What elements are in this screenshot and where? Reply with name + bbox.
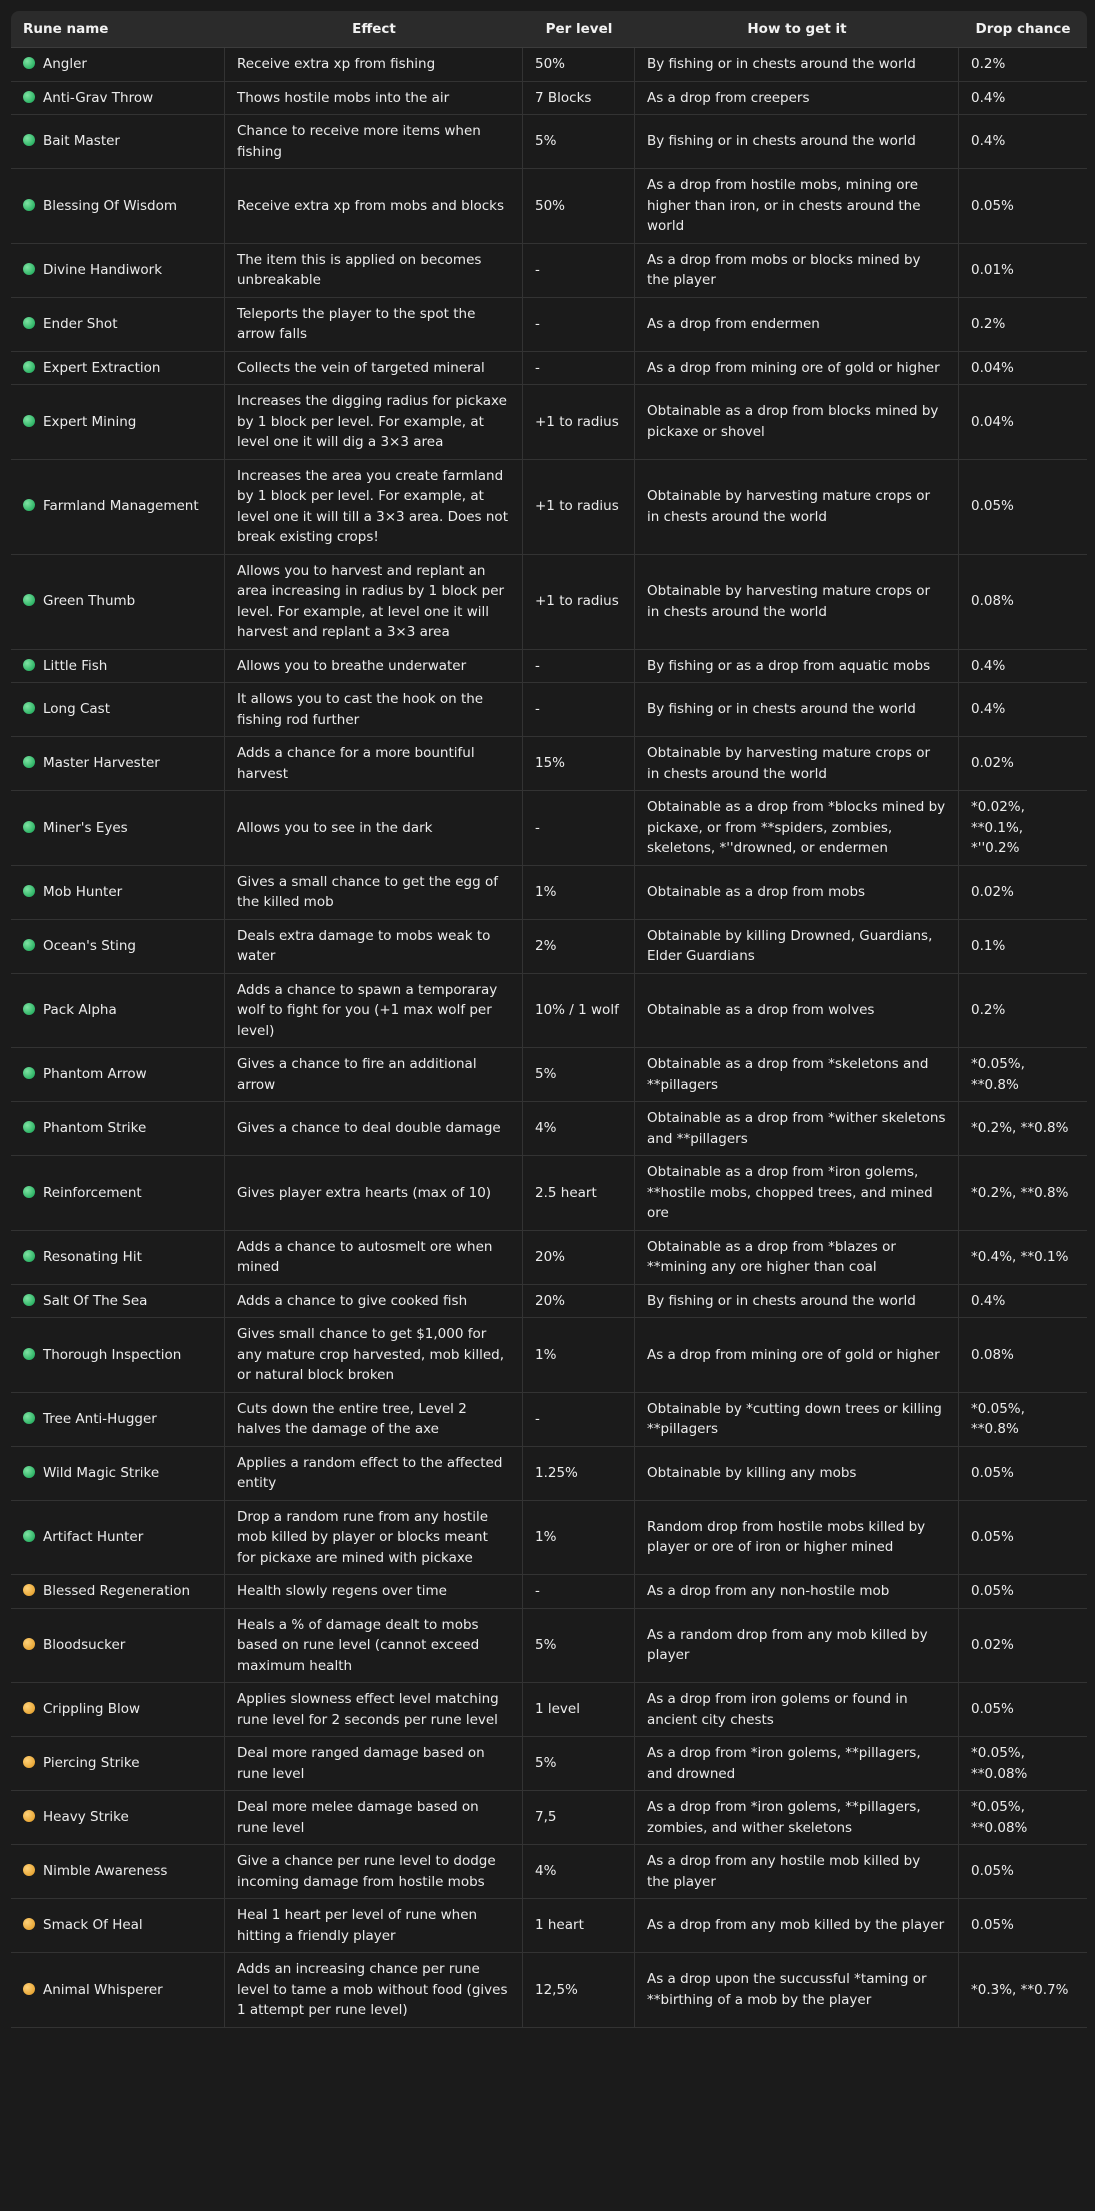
how-to-get-cell: By fishing or in chests around the world bbox=[635, 48, 959, 82]
green-rarity-dot-icon bbox=[23, 1348, 35, 1360]
effect-cell: It allows you to cast the hook on the fishing rod further bbox=[225, 683, 523, 737]
table-row bbox=[11, 1048, 1087, 1102]
yellow-rarity-dot-icon bbox=[23, 1864, 35, 1876]
rune-name-cell bbox=[11, 1102, 225, 1156]
drop-chance-cell: 0.04% bbox=[959, 385, 1087, 460]
rune-name: Ocean's Sting bbox=[43, 937, 136, 954]
rune-name: Master Harvester bbox=[43, 755, 160, 772]
how-to-get-cell: As a drop from mining ore of gold or higher bbox=[635, 352, 959, 386]
effect-cell: Deals extra damage to mobs weak to water bbox=[225, 920, 523, 974]
rune-name: Bait Master bbox=[43, 133, 120, 150]
table-row bbox=[11, 1737, 1087, 1791]
drop-chance-cell: 0.05% bbox=[959, 1899, 1087, 1953]
per-level-cell: 1.25% bbox=[523, 1447, 635, 1501]
green-rarity-dot-icon bbox=[23, 1067, 35, 1079]
effect-cell: Chance to receive more items when fishing bbox=[225, 115, 523, 169]
per-level-cell: - bbox=[523, 791, 635, 866]
rune-name: Anti-Grav Throw bbox=[43, 89, 154, 106]
rune-table bbox=[11, 11, 1087, 2028]
per-level-cell: 5% bbox=[523, 115, 635, 169]
table-row bbox=[11, 244, 1087, 298]
table-row bbox=[11, 1683, 1087, 1737]
effect-cell: Applies slowness effect level matching rune level for 2 seconds per rune level bbox=[225, 1683, 523, 1737]
table-row bbox=[11, 866, 1087, 920]
how-to-get-cell: Obtainable as a drop from *skeletons and **pillagers bbox=[635, 1048, 959, 1102]
table-row bbox=[11, 791, 1087, 866]
effect-cell: Drop a random rune from any hostile mob killed by player or blocks meant for pickaxe are mined with pickaxe bbox=[225, 1501, 523, 1576]
green-rarity-dot-icon bbox=[23, 885, 35, 897]
rune-name: Smack Of Heal bbox=[43, 1917, 143, 1934]
per-level-cell: 4% bbox=[523, 1102, 635, 1156]
drop-chance-cell: *0.05%, **0.8% bbox=[959, 1393, 1087, 1447]
table-row bbox=[11, 683, 1087, 737]
rune-name: Crippling Blow bbox=[43, 1701, 141, 1718]
table-row bbox=[11, 650, 1087, 684]
rune-name-cell bbox=[11, 1953, 225, 2028]
rune-name-cell bbox=[11, 1791, 225, 1845]
rune-name-cell bbox=[11, 115, 225, 169]
yellow-rarity-dot-icon bbox=[23, 1983, 35, 1995]
rune-name-cell bbox=[11, 82, 225, 116]
per-level-cell: 50% bbox=[523, 48, 635, 82]
how-to-get-cell: As a drop upon the succussful *taming or **birthing of a mob by the player bbox=[635, 1953, 959, 2028]
per-level-cell: - bbox=[523, 683, 635, 737]
drop-chance-cell: 0.05% bbox=[959, 1575, 1087, 1609]
effect-cell: Heal 1 heart per level of rune when hitting a friendly player bbox=[225, 1899, 523, 1953]
rune-name-cell bbox=[11, 48, 225, 82]
table-row bbox=[11, 1447, 1087, 1501]
rune-name-cell bbox=[11, 1447, 225, 1501]
rune-name-cell bbox=[11, 650, 225, 684]
green-rarity-dot-icon bbox=[23, 415, 35, 427]
green-rarity-dot-icon bbox=[23, 1003, 35, 1015]
how-to-get-cell: Random drop from hostile mobs killed by player or ore of iron or higher mined bbox=[635, 1501, 959, 1576]
rune-name: Thorough Inspection bbox=[43, 1346, 182, 1363]
drop-chance-cell: 0.05% bbox=[959, 169, 1087, 244]
table-row bbox=[11, 1156, 1087, 1231]
how-to-get-cell: Obtainable as a drop from blocks mined by pickaxe or shovel bbox=[635, 385, 959, 460]
yellow-rarity-dot-icon bbox=[23, 1638, 35, 1650]
per-level-cell: +1 to radius bbox=[523, 460, 635, 555]
rune-name-cell bbox=[11, 298, 225, 352]
table-row bbox=[11, 1285, 1087, 1319]
drop-chance-cell: 0.04% bbox=[959, 352, 1087, 386]
rune-name: Little Fish bbox=[43, 657, 108, 674]
table-row bbox=[11, 920, 1087, 974]
per-level-cell: 1% bbox=[523, 1501, 635, 1576]
rune-name-cell bbox=[11, 1318, 225, 1393]
table-row bbox=[11, 1318, 1087, 1393]
effect-cell: Adds a chance to autosmelt ore when mined bbox=[225, 1231, 523, 1285]
green-rarity-dot-icon bbox=[23, 1121, 35, 1133]
rune-name: Phantom Arrow bbox=[43, 1066, 147, 1083]
green-rarity-dot-icon bbox=[23, 134, 35, 146]
table-row bbox=[11, 1791, 1087, 1845]
rune-name-cell bbox=[11, 1845, 225, 1899]
green-rarity-dot-icon bbox=[23, 939, 35, 951]
rune-name-cell bbox=[11, 683, 225, 737]
per-level-cell: - bbox=[523, 1393, 635, 1447]
table-body bbox=[11, 48, 1087, 2028]
drop-chance-cell: 0.2% bbox=[959, 974, 1087, 1049]
how-to-get-cell: Obtainable by killing any mobs bbox=[635, 1447, 959, 1501]
drop-chance-cell: 0.1% bbox=[959, 920, 1087, 974]
rune-name-cell bbox=[11, 1899, 225, 1953]
per-level-cell: 7 Blocks bbox=[523, 82, 635, 116]
yellow-rarity-dot-icon bbox=[23, 1702, 35, 1714]
how-to-get-cell: As a drop from *iron golems, **pillagers, zombies, and wither skeletons bbox=[635, 1791, 959, 1845]
drop-chance-cell: 0.05% bbox=[959, 1447, 1087, 1501]
effect-cell: Adds a chance to give cooked fish bbox=[225, 1285, 523, 1319]
drop-chance-cell: 0.02% bbox=[959, 737, 1087, 791]
green-rarity-dot-icon bbox=[23, 317, 35, 329]
effect-cell: Adds a chance for a more bountiful harvest bbox=[225, 737, 523, 791]
green-rarity-dot-icon bbox=[23, 1250, 35, 1262]
how-to-get-cell: Obtainable by harvesting mature crops or in chests around the world bbox=[635, 555, 959, 650]
table-row bbox=[11, 1393, 1087, 1447]
how-to-get-cell: Obtainable as a drop from *iron golems, **hostile mobs, chopped trees, and mined ore bbox=[635, 1156, 959, 1231]
rune-name-cell bbox=[11, 555, 225, 650]
yellow-rarity-dot-icon bbox=[23, 1756, 35, 1768]
effect-cell: Receive extra xp from fishing bbox=[225, 48, 523, 82]
per-level-cell: 1 level bbox=[523, 1683, 635, 1737]
green-rarity-dot-icon bbox=[23, 821, 35, 833]
drop-chance-cell: 0.4% bbox=[959, 115, 1087, 169]
per-level-cell: - bbox=[523, 298, 635, 352]
how-to-get-cell: As a drop from any mob killed by the player bbox=[635, 1899, 959, 1953]
per-level-cell: 12,5% bbox=[523, 1953, 635, 2028]
rune-name: Salt Of The Sea bbox=[43, 1292, 148, 1309]
table-row bbox=[11, 115, 1087, 169]
table-row bbox=[11, 1953, 1087, 2028]
effect-cell: Increases the digging radius for pickaxe by 1 block per level. For example, at level one it will dig a 3×3 area bbox=[225, 385, 523, 460]
rune-name-cell bbox=[11, 1231, 225, 1285]
effect-cell: Collects the vein of targeted mineral bbox=[225, 352, 523, 386]
effect-cell: Cuts down the entire tree, Level 2 halves the damage of the axe bbox=[225, 1393, 523, 1447]
drop-chance-cell: 0.4% bbox=[959, 683, 1087, 737]
green-rarity-dot-icon bbox=[23, 361, 35, 373]
table-row bbox=[11, 1899, 1087, 1953]
rune-name: Miner's Eyes bbox=[43, 819, 128, 836]
rune-name-cell bbox=[11, 1285, 225, 1319]
green-rarity-dot-icon bbox=[23, 1530, 35, 1542]
per-level-cell: 1% bbox=[523, 1318, 635, 1393]
rune-name-cell bbox=[11, 1575, 225, 1609]
drop-chance-cell: 0.05% bbox=[959, 1501, 1087, 1576]
per-level-cell: - bbox=[523, 1575, 635, 1609]
table-row bbox=[11, 82, 1087, 116]
column-header-drop-chance[interactable]: Drop chance bbox=[959, 11, 1087, 48]
rune-name-cell bbox=[11, 1393, 225, 1447]
drop-chance-cell: 0.02% bbox=[959, 1609, 1087, 1684]
rune-name-cell bbox=[11, 352, 225, 386]
green-rarity-dot-icon bbox=[23, 499, 35, 511]
drop-chance-cell: 0.01% bbox=[959, 244, 1087, 298]
effect-cell: Increases the area you create farmland by 1 block per level. For example, at level one it will till a 3×3 area. Does not break existing crops! bbox=[225, 460, 523, 555]
drop-chance-cell: 0.02% bbox=[959, 866, 1087, 920]
effect-cell: Deal more melee damage based on rune level bbox=[225, 1791, 523, 1845]
per-level-cell: 4% bbox=[523, 1845, 635, 1899]
drop-chance-cell: 0.08% bbox=[959, 555, 1087, 650]
effect-cell: Gives a chance to fire an additional arrow bbox=[225, 1048, 523, 1102]
drop-chance-cell: 0.08% bbox=[959, 1318, 1087, 1393]
per-level-cell: 2% bbox=[523, 920, 635, 974]
per-level-cell: - bbox=[523, 244, 635, 298]
drop-chance-cell: *0.02%, **0.1%, *''0.2% bbox=[959, 791, 1087, 866]
table-row bbox=[11, 1231, 1087, 1285]
rune-table-container bbox=[11, 11, 1087, 2028]
how-to-get-cell: Obtainable by harvesting mature crops or in chests around the world bbox=[635, 737, 959, 791]
rune-name-cell bbox=[11, 460, 225, 555]
rune-name: Wild Magic Strike bbox=[43, 1464, 160, 1481]
yellow-rarity-dot-icon bbox=[23, 1810, 35, 1822]
per-level-cell: +1 to radius bbox=[523, 385, 635, 460]
table-row bbox=[11, 48, 1087, 82]
table-row bbox=[11, 169, 1087, 244]
effect-cell: Give a chance per rune level to dodge incoming damage from hostile mobs bbox=[225, 1845, 523, 1899]
how-to-get-cell: As a random drop from any mob killed by player bbox=[635, 1609, 959, 1684]
rune-name: Blessed Regeneration bbox=[43, 1583, 191, 1599]
drop-chance-cell: 0.05% bbox=[959, 1683, 1087, 1737]
green-rarity-dot-icon bbox=[23, 702, 35, 714]
rune-name: Nimble Awareness bbox=[43, 1863, 168, 1880]
rune-name: Piercing Strike bbox=[43, 1755, 140, 1772]
table-row bbox=[11, 1609, 1087, 1684]
rune-name: Bloodsucker bbox=[43, 1637, 126, 1653]
yellow-rarity-dot-icon bbox=[23, 1918, 35, 1930]
effect-cell: Gives a chance to deal double damage bbox=[225, 1102, 523, 1156]
table-row bbox=[11, 298, 1087, 352]
rune-name-cell bbox=[11, 866, 225, 920]
how-to-get-cell: Obtainable as a drop from *wither skeletons and **pillagers bbox=[635, 1102, 959, 1156]
effect-cell: Thows hostile mobs into the air bbox=[225, 82, 523, 116]
rune-name: Green Thumb bbox=[43, 593, 136, 610]
per-level-cell: 10% / 1 wolf bbox=[523, 974, 635, 1049]
rune-name: Pack Alpha bbox=[43, 1002, 117, 1018]
table-row bbox=[11, 1501, 1087, 1576]
drop-chance-cell: *0.05%, **0.08% bbox=[959, 1791, 1087, 1845]
how-to-get-cell: As a drop from mobs or blocks mined by the player bbox=[635, 244, 959, 298]
per-level-cell: 5% bbox=[523, 1048, 635, 1102]
column-header-per-level[interactable]: Per level bbox=[523, 11, 635, 48]
effect-cell: Deal more ranged damage based on rune level bbox=[225, 1737, 523, 1791]
how-to-get-cell: As a drop from iron golems or found in ancient city chests bbox=[635, 1683, 959, 1737]
rune-name: Artifact Hunter bbox=[43, 1529, 144, 1545]
rune-name: Mob Hunter bbox=[43, 883, 123, 900]
rune-name: Tree Anti-Hugger bbox=[43, 1410, 157, 1427]
rune-name-cell bbox=[11, 385, 225, 460]
table-header bbox=[11, 11, 1087, 48]
rune-name: Angler bbox=[43, 56, 87, 72]
rune-name: Long Cast bbox=[43, 701, 110, 718]
effect-cell: Adds an increasing chance per rune level to tame a mob without food (gives 1 attempt per rune level) bbox=[225, 1953, 523, 2028]
rune-name: Expert Extraction bbox=[43, 359, 161, 376]
rune-name-cell bbox=[11, 1737, 225, 1791]
rune-name-cell bbox=[11, 737, 225, 791]
drop-chance-cell: *0.4%, **0.1% bbox=[959, 1231, 1087, 1285]
per-level-cell: 1% bbox=[523, 866, 635, 920]
how-to-get-cell: By fishing or in chests around the world bbox=[635, 115, 959, 169]
table-row bbox=[11, 974, 1087, 1049]
per-level-cell: +1 to radius bbox=[523, 555, 635, 650]
table-row bbox=[11, 1575, 1087, 1609]
rune-name-cell bbox=[11, 920, 225, 974]
drop-chance-cell: 0.4% bbox=[959, 650, 1087, 684]
table-row bbox=[11, 1845, 1087, 1899]
rune-name: Heavy Strike bbox=[43, 1809, 129, 1826]
rune-name: Resonating Hit bbox=[43, 1248, 142, 1265]
rune-name-cell bbox=[11, 1156, 225, 1231]
how-to-get-cell: As a drop from endermen bbox=[635, 298, 959, 352]
how-to-get-cell: Obtainable as a drop from wolves bbox=[635, 974, 959, 1049]
rune-name: Ender Shot bbox=[43, 315, 118, 332]
effect-cell: Gives small chance to get $1,000 for any mature crop harvested, mob killed, or natural block broken bbox=[225, 1318, 523, 1393]
column-header-effect[interactable]: Effect bbox=[225, 11, 523, 48]
green-rarity-dot-icon bbox=[23, 594, 35, 606]
per-level-cell: 5% bbox=[523, 1737, 635, 1791]
per-level-cell: 7,5 bbox=[523, 1791, 635, 1845]
green-rarity-dot-icon bbox=[23, 756, 35, 768]
per-level-cell: 50% bbox=[523, 169, 635, 244]
how-to-get-cell: By fishing or in chests around the world bbox=[635, 1285, 959, 1319]
green-rarity-dot-icon bbox=[23, 199, 35, 211]
table-row bbox=[11, 1102, 1087, 1156]
how-to-get-cell: By fishing or in chests around the world bbox=[635, 683, 959, 737]
how-to-get-cell: By fishing or as a drop from aquatic mobs bbox=[635, 650, 959, 684]
drop-chance-cell: *0.3%, **0.7% bbox=[959, 1953, 1087, 2028]
table-row bbox=[11, 555, 1087, 650]
table-row bbox=[11, 385, 1087, 460]
drop-chance-cell: *0.05%, **0.8% bbox=[959, 1048, 1087, 1102]
how-to-get-cell: As a drop from mining ore of gold or higher bbox=[635, 1318, 959, 1393]
drop-chance-cell: 0.2% bbox=[959, 298, 1087, 352]
effect-cell: Allows you to see in the dark bbox=[225, 791, 523, 866]
rune-name-cell bbox=[11, 974, 225, 1049]
rune-name-cell bbox=[11, 1609, 225, 1684]
how-to-get-cell: As a drop from any hostile mob killed by the player bbox=[635, 1845, 959, 1899]
effect-cell: Heals a % of damage dealt to mobs based on rune level (cannot exceed maximum health bbox=[225, 1609, 523, 1684]
rune-name-cell bbox=[11, 1501, 225, 1576]
effect-cell: The item this is applied on becomes unbreakable bbox=[225, 244, 523, 298]
rune-name-cell bbox=[11, 244, 225, 298]
green-rarity-dot-icon bbox=[23, 1466, 35, 1478]
per-level-cell: - bbox=[523, 650, 635, 684]
green-rarity-dot-icon bbox=[23, 1186, 35, 1198]
how-to-get-cell: Obtainable by harvesting mature crops or in chests around the world bbox=[635, 460, 959, 555]
rune-name: Divine Handiwork bbox=[43, 261, 163, 278]
green-rarity-dot-icon bbox=[23, 57, 35, 69]
effect-cell: Receive extra xp from mobs and blocks bbox=[225, 169, 523, 244]
column-header-rune-name[interactable]: Rune name bbox=[11, 11, 225, 48]
green-rarity-dot-icon bbox=[23, 91, 35, 103]
per-level-cell: - bbox=[523, 352, 635, 386]
column-header-how-to-get[interactable]: How to get it bbox=[635, 11, 959, 48]
how-to-get-cell: Obtainable by *cutting down trees or killing **pillagers bbox=[635, 1393, 959, 1447]
green-rarity-dot-icon bbox=[23, 659, 35, 671]
rune-name: Reinforcement bbox=[43, 1184, 142, 1201]
how-to-get-cell: As a drop from any non-hostile mob bbox=[635, 1575, 959, 1609]
drop-chance-cell: 0.4% bbox=[959, 1285, 1087, 1319]
how-to-get-cell: Obtainable by killing Drowned, Guardians, Elder Guardians bbox=[635, 920, 959, 974]
drop-chance-cell: *0.2%, **0.8% bbox=[959, 1102, 1087, 1156]
how-to-get-cell: As a drop from hostile mobs, mining ore higher than iron, or in chests around the world bbox=[635, 169, 959, 244]
per-level-cell: 20% bbox=[523, 1285, 635, 1319]
effect-cell: Adds a chance to spawn a temporaray wolf to fight for you (+1 max wolf per level) bbox=[225, 974, 523, 1049]
effect-cell: Applies a random effect to the affected entity bbox=[225, 1447, 523, 1501]
rune-name: Animal Whisperer bbox=[43, 1981, 163, 1998]
drop-chance-cell: 0.05% bbox=[959, 1845, 1087, 1899]
how-to-get-cell: Obtainable as a drop from mobs bbox=[635, 866, 959, 920]
rune-name: Expert Mining bbox=[43, 413, 137, 430]
drop-chance-cell: *0.2%, **0.8% bbox=[959, 1156, 1087, 1231]
per-level-cell: 1 heart bbox=[523, 1899, 635, 1953]
how-to-get-cell: Obtainable as a drop from *blocks mined by pickaxe, or from **spiders, zombies, skeletons, *''drowned, or endermen bbox=[635, 791, 959, 866]
rune-name-cell bbox=[11, 1048, 225, 1102]
how-to-get-cell: As a drop from creepers bbox=[635, 82, 959, 116]
yellow-rarity-dot-icon bbox=[23, 1584, 35, 1596]
effect-cell: Allows you to harvest and replant an area increasing in radius by 1 block per level. For example, at level one it will harvest and replant a 3×3 area bbox=[225, 555, 523, 650]
rune-name: Blessing Of Wisdom bbox=[43, 197, 178, 214]
how-to-get-cell: Obtainable as a drop from *blazes or **mining any ore higher than coal bbox=[635, 1231, 959, 1285]
green-rarity-dot-icon bbox=[23, 1412, 35, 1424]
effect-cell: Gives a small chance to get the egg of the killed mob bbox=[225, 866, 523, 920]
how-to-get-cell: As a drop from *iron golems, **pillagers, and drowned bbox=[635, 1737, 959, 1791]
effect-cell: Health slowly regens over time bbox=[225, 1575, 523, 1609]
drop-chance-cell: *0.05%, **0.08% bbox=[959, 1737, 1087, 1791]
per-level-cell: 5% bbox=[523, 1609, 635, 1684]
effect-cell: Gives player extra hearts (max of 10) bbox=[225, 1156, 523, 1231]
green-rarity-dot-icon bbox=[23, 1294, 35, 1306]
effect-cell: Teleports the player to the spot the arrow falls bbox=[225, 298, 523, 352]
drop-chance-cell: 0.4% bbox=[959, 82, 1087, 116]
table-row bbox=[11, 352, 1087, 386]
rune-name: Phantom Strike bbox=[43, 1120, 147, 1137]
drop-chance-cell: 0.2% bbox=[959, 48, 1087, 82]
per-level-cell: 20% bbox=[523, 1231, 635, 1285]
green-rarity-dot-icon bbox=[23, 263, 35, 275]
rune-name-cell bbox=[11, 1683, 225, 1737]
rune-name-cell bbox=[11, 791, 225, 866]
rune-name-cell bbox=[11, 169, 225, 244]
drop-chance-cell: 0.05% bbox=[959, 460, 1087, 555]
table-row bbox=[11, 737, 1087, 791]
per-level-cell: 2.5 heart bbox=[523, 1156, 635, 1231]
rune-name: Farmland Management bbox=[43, 498, 199, 515]
per-level-cell: 15% bbox=[523, 737, 635, 791]
effect-cell: Allows you to breathe underwater bbox=[225, 650, 523, 684]
table-row bbox=[11, 460, 1087, 555]
